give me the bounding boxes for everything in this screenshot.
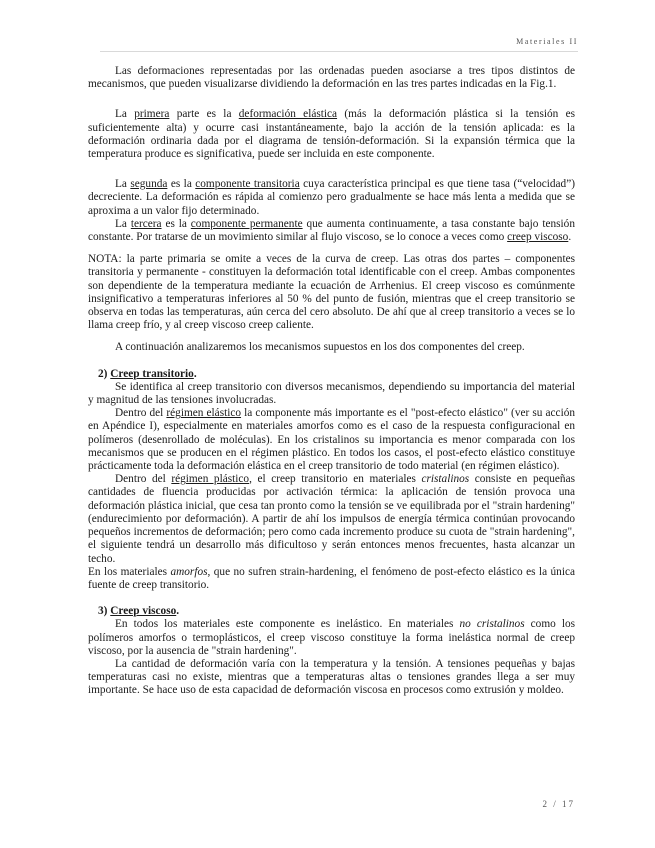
paragraph-primera: La primera parte es la deformación elástica (más la deformación plástica si la tensión es suficientemente alta) y ocurre casi instantáneamente, bajo la acción de la tensión aplicada: es la deformación ordinaria dada por el diagrama de tensión-deformación. Si la expansión térmica que la temperatura produce es significativa, puede ser incluida en este componente.: [88, 108, 576, 161]
term-componente-permanente: componente permanente: [190, 217, 303, 230]
page-number: 2 / 17: [542, 799, 575, 809]
section-heading-creep-transitorio: 2) Creep transitorio.: [98, 367, 197, 380]
term-primera: primera: [134, 108, 170, 121]
term-cristalinos: cristalinos: [421, 473, 470, 486]
term-no-cristalinos: no cristalinos: [459, 618, 525, 631]
paragraph-tercera: La tercera es la componente permanente que aumenta continuamente, a tasa constante bajo tensión constante. Por tratarse de un movimiento similar al flujo viscoso, se lo conoce a veces como creep viscoso.: [88, 217, 575, 244]
term-creep-viscoso: creep viscoso: [507, 231, 569, 244]
term-tercera: tercera: [130, 217, 162, 230]
paragraph-amorfos: En los materiales amorfos, que no sufren strain-hardening, el fenómeno de post-efecto elástico es la única fuente de creep transitorio.: [88, 565, 575, 591]
running-header: Materiales II: [516, 37, 578, 46]
section-heading-creep-viscoso: 3) Creep viscoso.: [98, 605, 180, 618]
paragraph-regimen-elastico: Dentro del régimen elástico la componente más importante es el "post-efecto elástico" (ver su acción en Apéndice I), especialmente en materiales amorfos como es el caso de la respuesta configuracional en polímeros (desenrollado de moléculas). En los cristalinos su importancia es menor comparada con los mecanismos que se producen en el régimen plástico. En todos los casos, el post-efecto elástico constituye prácticamente toda la deformación elástica en el creep transitorio de todo material (en régimen elástico).: [88, 407, 575, 473]
term-amorfos: amorfos: [170, 565, 208, 578]
term-segunda: segunda: [130, 178, 168, 191]
paragraph-nota: NOTA: la parte primaria se omite a veces de la curva de creep. Las otras dos partes – componentes transitoria y permanente - constituyen la deformación total identificable con el creep. Ambas componentes son dependiente de la temperatura mediante la ecuación de Arrhenius. El creep viscoso es comúnmente insignificativo a temperaturas inferiores al 50 % del punto de fusión, mientras que el creep transitorio se observa en todas las temperaturas, aún cerca del cero absoluto. De ahí que al creep transitorio a veces se lo llama creep frío, y al creep viscoso creep caliente.: [88, 253, 575, 332]
page-body: [88, 65, 575, 698]
paragraph-continuacion: A continuación analizaremos los mecanismos supuestos en los dos componentes del creep.: [115, 341, 525, 354]
term-regimen-plastico: régimen plástico: [171, 473, 250, 486]
header-rule: [100, 51, 578, 52]
paragraph-regimen-plastico: Dentro del régimen plástico, el creep transitorio en materiales cristalinos consiste en pequeñas cantidades de fluencia producidas por activación térmica: la aplicación de tensión provoca una deformación plástica inicial, que cesa tan pronto como la tensión se ve equilibrada por el "strain hardening" (endurecimiento por deformación). A partir de ahí los impulsos de energía térmica continúan provocando pequeños incrementos de deformación; pero como cada incremento produce su cuota de "strain hardening", el siguiente tendrá un desarrollo más dificultoso y serán entonces menos frecuentes, hasta alcanzar un techo.: [88, 473, 575, 565]
paragraph-viscoso-cantidad: La cantidad de deformación varía con la temperatura y la tensión. A tensiones pequeñas y bajas temperaturas casi no existe, mientras que a temperaturas altas o tensiones grandes llega a ser muy importante. Se hace uso de esta capacidad de deformación viscosa en procesos como extrusión y moldeo.: [88, 657, 575, 697]
term-deformacion-elastica: deformación elástica: [238, 108, 338, 121]
paragraph-viscoso-intro: En todos los materiales este componente es inelástico. En materiales no cristalinos como los polímeros amorfos o termoplásticos, el creep viscoso constituye la forma inelástica normal de creep viscoso, por la ausencia de "strain hardening".: [88, 618, 575, 657]
paragraph-segunda: La segunda es la componente transitoria cuya característica principal es que tiene tasa (“velocidad”) decreciente. La deformación es rápida al comienzo pero gradualmente se hace más lenta a medida que se aproxima a un valor fijo determinado.: [88, 178, 575, 217]
term-componente-transitoria: componente transitoria: [195, 178, 300, 191]
paragraph-intro: Las deformaciones representadas por las ordenadas pueden asociarse a tres tipos distintos de mecanismos, que pueden visualizarse dividiendo la deformación en las tres partes indicadas en la Fig.1.: [88, 65, 575, 91]
term-regimen-elastico: régimen elástico: [166, 407, 242, 420]
paragraph-transitorio-intro: Se identifica al creep transitorio con diversos mecanismos, dependiendo su importancia del material y magnitud de las tensiones involucradas.: [88, 380, 575, 407]
